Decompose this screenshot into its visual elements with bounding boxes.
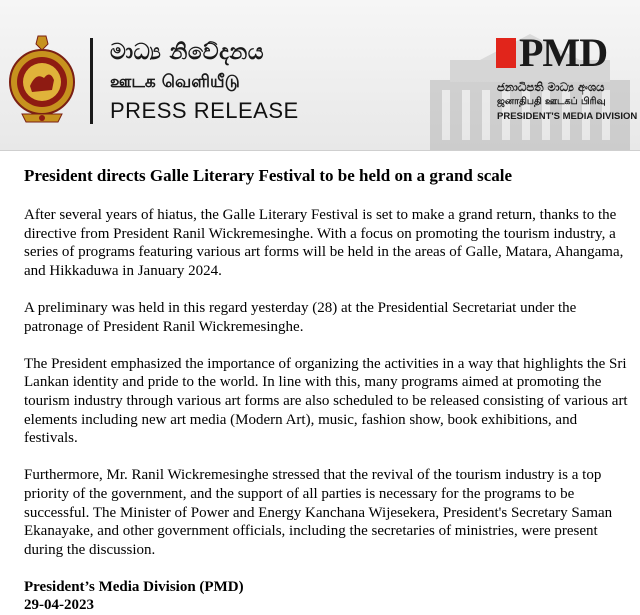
release-date: 29-04-2023 (24, 597, 94, 614)
division-english: PRESIDENT'S MEDIA DIVISION (497, 111, 638, 122)
sri-lanka-emblem-icon (8, 34, 76, 126)
division-tamil: ஜனாதிபதி ஊடகப் பிரிவு (497, 96, 606, 107)
paragraph-3: The President emphasized the importance of organizing the activities in a way that highlights the Sri Lankan identity and pride to the world. In line with this, many programs aimed at promoting the tourism industry through various art forms are also scheduled to be released consisting of various art elements including new art media (Modern Art), music, fashion show, book exhibitions, and festivals. (24, 355, 628, 447)
sinhala-title: මාධ්‍ය නිවේදනය (110, 40, 265, 65)
headline: President directs Galle Literary Festival to be held on a grand scale (24, 166, 513, 185)
paragraph-4: Furthermore, Mr. Ranil Wickremesinghe stressed that the revival of the tourism industry is a top priority of the government, and the support of all parties is necessary for the programs to be successful. The Minister of Power and Energy Kanchana Wijesekera, President's Secretary Saman Ekanayake, and other government officials, including the secretaries of ministries, were present during the discussion. (24, 467, 613, 558)
tamil-title: ஊடக வெளியீடு (110, 72, 240, 92)
article-body (24, 166, 628, 615)
paragraph-1: After several years of hiatus, the Galle Literary Festival is set to make a grand return, thanks to the directive from President Ranil Wickremesinghe. With a focus on promoting the tourism industry, a series of programs featuring various art forms will be held in the areas of Galle, Matara, Ahangama, and Hikkaduwa in January 2024. (24, 207, 624, 279)
division-sinhala: ජනාධිපති මාධ්‍ය අංශය (497, 80, 605, 94)
pmd-logo-text: PMD (519, 30, 608, 75)
header-divider (90, 38, 93, 124)
pmd-logo-mark (496, 38, 516, 68)
press-release-title: PRESS RELEASE (110, 98, 299, 123)
signature: President’s Media Division (PMD) (24, 578, 244, 595)
press-release-header (0, 0, 640, 151)
paragraph-2: A preliminary was held in this regard yesterday (28) at the Presidential Secretariat under the patronage of President Ranil Wickremesinghe. (24, 299, 577, 335)
